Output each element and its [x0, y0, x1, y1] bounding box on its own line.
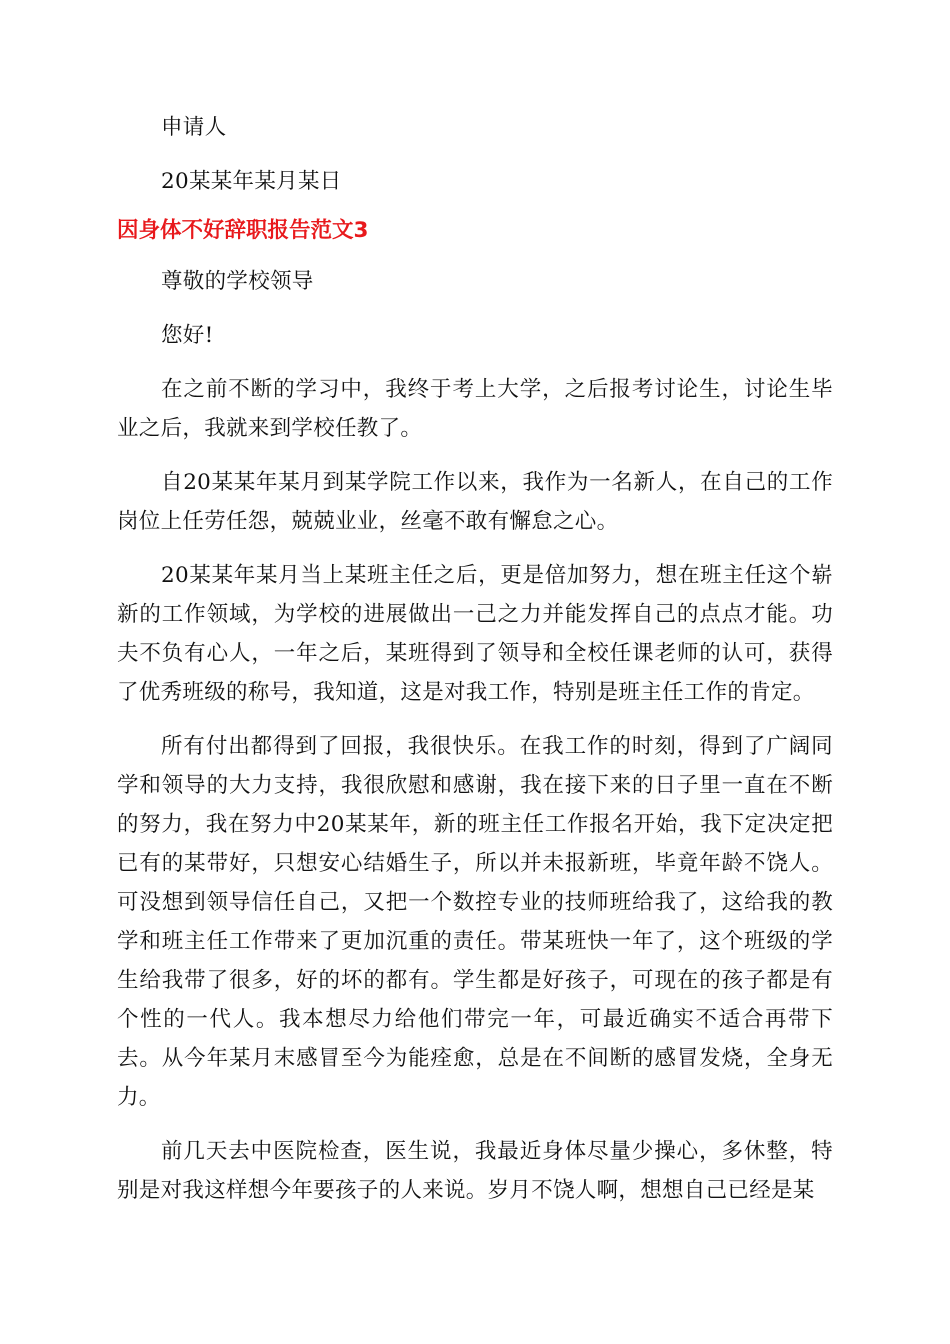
date-line: 20某某年某月某日 [161, 169, 342, 194]
salutation: 尊敬的学校领导 [161, 269, 314, 294]
body-paragraph: 前几天去中医院检查，医生说，我最近身体尽量少操心，多休整，特别是对我这样想今年要孩子的人来说。岁月不饶人啊，想想自己已经是某 [117, 1139, 833, 1203]
signature-line: 申请人 [161, 115, 227, 140]
body-paragraph: 在之前不断的学习中，我终于考上大学，之后报考讨论生，讨论生毕业之后，我就来到学校任教了。 [117, 377, 833, 441]
greeting: 您好! [161, 323, 214, 348]
section-heading: 因身体不好辞职报告范文3 [117, 218, 369, 243]
body-paragraph: 自20某某年某月到某学院工作以来，我作为一名新人，在自己的工作岗位上任劳任怨，兢兢业业，丝毫不敢有懈怠之心。 [117, 470, 833, 534]
body-paragraph: 20某某年某月当上某班主任之后，更是倍加努力，想在班主任这个崭新的工作领域，为学校的进展做出一己之力并能发挥自己的点点才能。功夫不负有心人，一年之后，某班得到了领导和全校任课老师的认可，获得了优秀班级的称号，我知道，这是对我工作，特别是班主任工作的肯定。 [117, 563, 833, 705]
document-body [117, 108, 833, 1225]
body-paragraph: 所有付出都得到了回报，我很快乐。在我工作的时刻，得到了广阔同学和领导的大力支持，我很欣慰和感谢，我在接下来的日子里一直在不断的努力，我在努力中20某某年，新的班主任工作报名开始，我下定决定把已有的某带好，只想安心结婚生子，所以并未报新班，毕竟年龄不饶人。可没想到领导信任自己，又把一个数控专业的技师班给我了，这给我的教学和班主任工作带来了更加沉重的责任。带某班快一年了，这个班级的学生给我带了很多，好的坏的都有。学生都是好孩子，可现在的孩子都是有个性的一代人。我本想尽力给他们带完一年，可最近确实不适合再带下去。从今年某月末感冒至今为能痊愈，总是在不间断的感冒发烧，全身无力。 [117, 734, 833, 1110]
